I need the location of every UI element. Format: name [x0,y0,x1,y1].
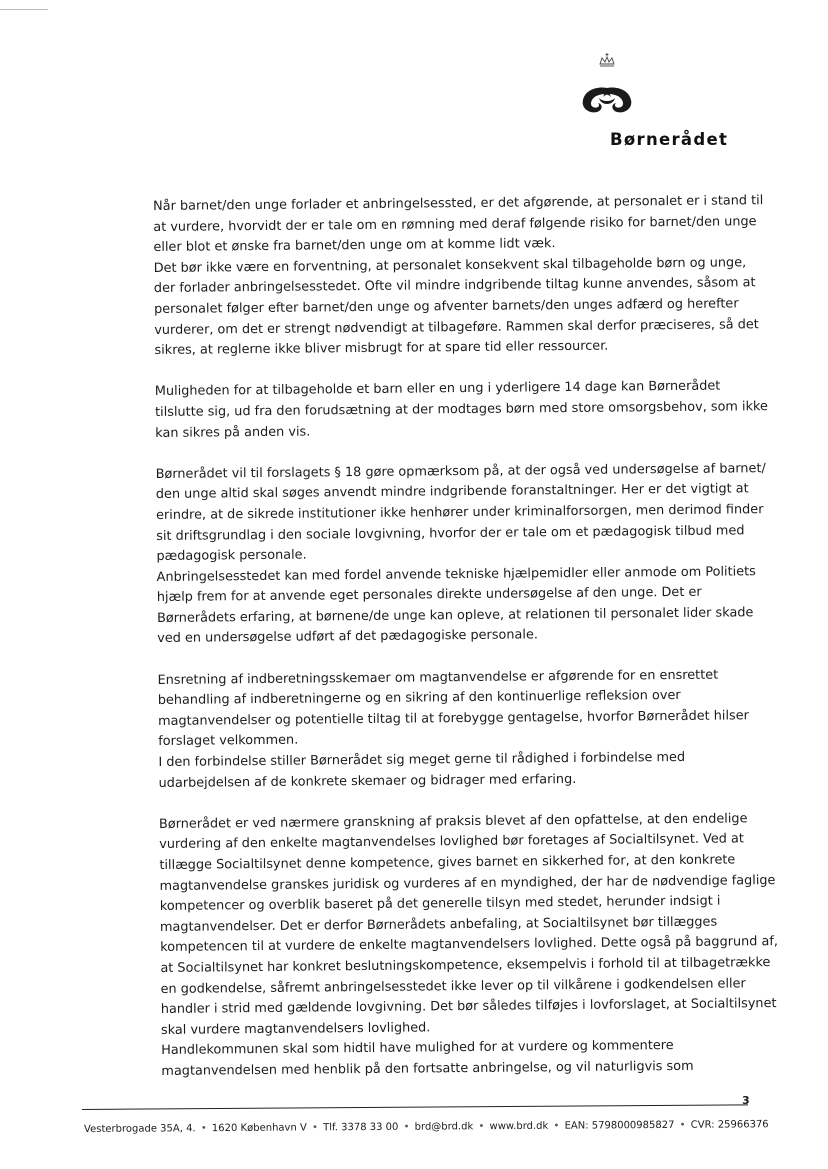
text-line: Muligheden for at tilbageholde et barn eller en ung i yderligere 14 dage kan Børnerådet [154,378,721,400]
text-line: Anbringelsesstedet kan med fordel anvende tekniske hjælpemidler eller anmode om Politiets [156,563,756,585]
text-line: Det bør ikke være en forventning, at personalet konsekvent skal tilbageholde børn og unge, [153,255,747,276]
page-number: 3 [742,1094,750,1107]
text-line: hjælp frem for at anvende eget personales direkte undersøgelse af den unge. Det er [156,585,702,606]
paragraph [154,377,768,445]
text-line: Ensretning af indberetningsskemaer om magtanvendelse er afgørende for en ensrettet [157,667,719,688]
letter-body [153,191,779,1103]
text-line: tillægge Socialtilsynet denne kompetence, gives barnet en sikkerhed for, at den konkrete [159,852,736,873]
text-line: skal vurdere magtanvendelsers lovlighed. [160,1020,431,1038]
text-line: tilslutte sig, ud fra den forudsætning at der modtages børn med store omsorgsbehov, som ikke [154,399,768,420]
text-line: magtanvendelser og potentielle tiltag til at forebygge gentagelse, hvorfor Børnerådet hilser [157,708,749,729]
text-line: Børnerådets erfaring, at børnene/de unge kan opleve, at relationen til personalet lider skade [156,605,754,626]
text-line: magtanvendelser. Det er derfor Børnerådets anbefaling, at Socialtilsynet bør tillægges [159,914,718,935]
footer-separator: • [553,1120,560,1132]
paragraph [158,665,759,794]
text-line: magtanvendelse granskes juridisk og vurderes af en myndighed, der har de nødvendige faglige [159,872,776,894]
footer-divider [82,1104,748,1110]
footer-cvr: CVR: 25966376 [690,1119,769,1131]
footer-separator: • [200,1123,207,1135]
footer-ean: EAN: 5798000985827 [564,1119,675,1132]
text-line: en godkendelse, såfremt anbringelsesstedet ikke lever op til vilkårene i godkendelsen eller [160,975,746,997]
footer-separator: • [679,1119,686,1131]
text-line: at Socialtilsynet har konkret beslutningskompetence, eksempelvis i forhold til at tilbagetrække [160,955,771,976]
text-line: kompetencer og overblik baseret på det generelle tilsyn med stedet, herunder indsigt i [159,893,721,915]
text-line: behandling af indberetningerne og en sikring af den kontinuerlige refleksion over [157,688,681,709]
organization-name: Børnerådet [610,130,729,149]
text-line: Handlekommunen skal som hidtil have mulighed for at vurdere og kommentere [161,1038,674,1059]
text-line: kan sikres på anden vis. [155,424,311,441]
footer-phone: Tlf. 3378 33 00 [323,1121,399,1134]
text-line: sikres, at reglerne ikke bliver misbrugt for at spare tid eller ressourcer. [154,338,609,359]
top-margin-rule [0,9,48,10]
text-line: handler i strid med gældende lovgivning. Det bør således tilføjes i lovforslaget, at Socialtilsynet [160,996,777,1018]
footer-website: www.brd.dk [489,1120,549,1133]
text-line: Når barnet/den unge forlader et anbringelsessted, er det afgørende, at personalet er i stand til [153,193,764,214]
text-line: erindre, at de sikrede institutioner ikke henhører under kriminalforsorgen, men derimod finder [155,502,764,523]
text-line: personalet følger efter barnet/den unge og afventer barnets/den unges adfærd og herefter [154,296,739,317]
text-line: Børnerådet er ved nærmere granskning af praksis blevet af den opfattelse, at den endelige [158,811,748,832]
text-line: forslaget velkommen. [158,733,299,750]
text-line: vurdering af den enkelte magtanvendelses lovlighed bør foretages af Socialtilsynet. Ved at [159,831,744,853]
text-line: eller blot et ønske fra barnet/den unge om at komme lidt væk. [153,236,556,256]
text-line: magtanvendelsen med henblik på den fortsatte anbringelse, og vil naturligvis som [161,1058,694,1079]
text-line: der forlader anbringelsesstedet. Ofte vil mindre indgribende tiltag kunne anvendes, såsom at [153,275,756,297]
footer-city: 1620 København V [211,1122,307,1135]
paragraph [155,459,766,650]
text-line: udarbejdelsen af de konkrete skemaer og bidrager med erfaring. [158,771,577,791]
paragraph [158,809,779,1082]
text-line: sit driftsgrundlag i den sociale lovgivning, hvorfor der er tale om et pædagogisk tilbud med [156,522,745,544]
text-line: at vurdere, hvorvidt der er tale om en rømning med deraf følgende risiko for barnet/den unge [153,213,757,235]
text-line: den unge altid skal søges anvendt mindre indgribende foranstaltninger. Her er det vigtigt at [155,481,749,503]
footer-contact-line [84,1119,769,1135]
paragraph [153,191,764,362]
text-line: I den forbindelse stiller Børnerådet sig meget gerne til rådighed i forbindelse med [158,749,686,771]
footer-address: Vesterbrogade 35A, 4. [84,1123,196,1135]
text-line: ved en undersøgelse udført af det pædagogiske personale. [157,627,538,647]
footer-separator: • [403,1121,410,1133]
text-line: Børnerådet vil til forslagets § 18 gøre opmærksom på, at der også ved undersøgelse af barnet/ [155,460,766,482]
footer-email: brd@brd.dk [414,1121,474,1133]
footer-separator: • [478,1121,485,1133]
crown-icon [600,53,614,66]
footer-separator: • [311,1122,318,1134]
text-line: vurderer, om det er strengt nødvendigt at tilbageføre. Rammen skal derfor præciseres, så det [154,316,759,338]
text-line: kompetencen til at vurdere de enkelte magtanvendelsers lovlighed. Dette også på baggrund af, [160,934,779,956]
text-line: pædagogisk personale. [156,547,307,565]
